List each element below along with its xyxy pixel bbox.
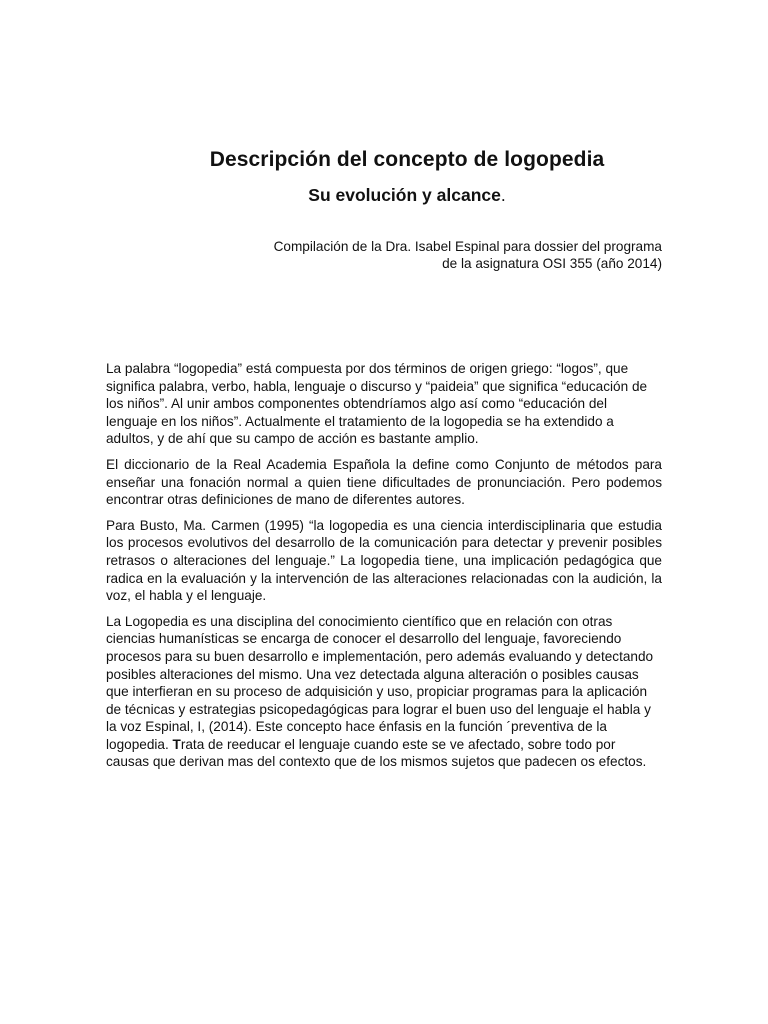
document-title: Descripción del concepto de logopedia: [209, 148, 605, 171]
credit-line-1: Compilación de la Dra. Isabel Espinal para dossier del programa: [273, 239, 662, 254]
bold-initial-t: T: [172, 736, 181, 752]
compilation-credit: [202, 238, 662, 272]
paragraph-discipline: [106, 613, 662, 771]
subtitle-text: Su evolución y alcance: [308, 185, 501, 205]
paragraph-etymology: La palabra “logopedia” está compuesta por dos términos de origen griego: “logos”, que significa palabra, verbo, habla, lenguaje o discurso y “paideia” que significa “educación de los niños”. Al unir ambos componentes obtendríamos algo así como “educación del lenguaje en los niños”. Actualmente el tratamiento de la logopedia se ha extendido a adultos, y de ahí que su campo de acción es bastante amplio.: [106, 361, 648, 447]
paragraph-rae-definition: El diccionario de la Real Academia Española la define como Conjunto de métodos para enseñar una fonación normal a quien tiene dificultades de pronunciación. Pero podemos encontrar otras definiciones de mano de diferentes autores.: [106, 456, 662, 508]
paragraph-busto-definition: Para Busto, Ma. Carmen (1995) “la logopedia es una ciencia interdisciplinaria que estudia los procesos evolutivos del desarrollo de la comunicación para detectar y prevenir posibles retrasos o alteraciones del lenguaje.” La logopedia tiene, una implicación pedagógica que radica en la evaluación y la intervención de las alteraciones relacionadas con la audición, la voz, el habla y el lenguaje.: [106, 517, 662, 604]
subtitle-period: .: [500, 185, 506, 205]
document-body: [106, 360, 662, 779]
document-subtitle: [0, 185, 768, 206]
paragraph-discipline-text: La Logopedia es una disciplina del conocimiento científico que en relación con otras ciencias humanísticas se encarga de conocer el desarrollo del lenguaje, favoreciendo procesos para su buen desarrollo e implementación, pero además evaluando y detectando posibles alteraciones del mismo. Una vez detectada alguna alteración o posibles causas que interfieran en su proceso de adquisición y uso, propiciar programas para la aplicación de técnicas y estrategias psicopedagógicas para lograr el buen uso del lenguaje el habla y la voz Espinal, I, (2014). Este concepto hace énfasis en la función ´preventiva de la logopedia.: [106, 613, 654, 752]
paragraph-discipline-continuation: rata de reeducar el lenguaje cuando este se ve afectado, sobre todo por causas que derivan mas del contexto que de los mismos sujetos que padecen os efectos.: [106, 736, 647, 770]
credit-line-2: de la asignatura OSI 355 (año 2014): [442, 256, 662, 271]
